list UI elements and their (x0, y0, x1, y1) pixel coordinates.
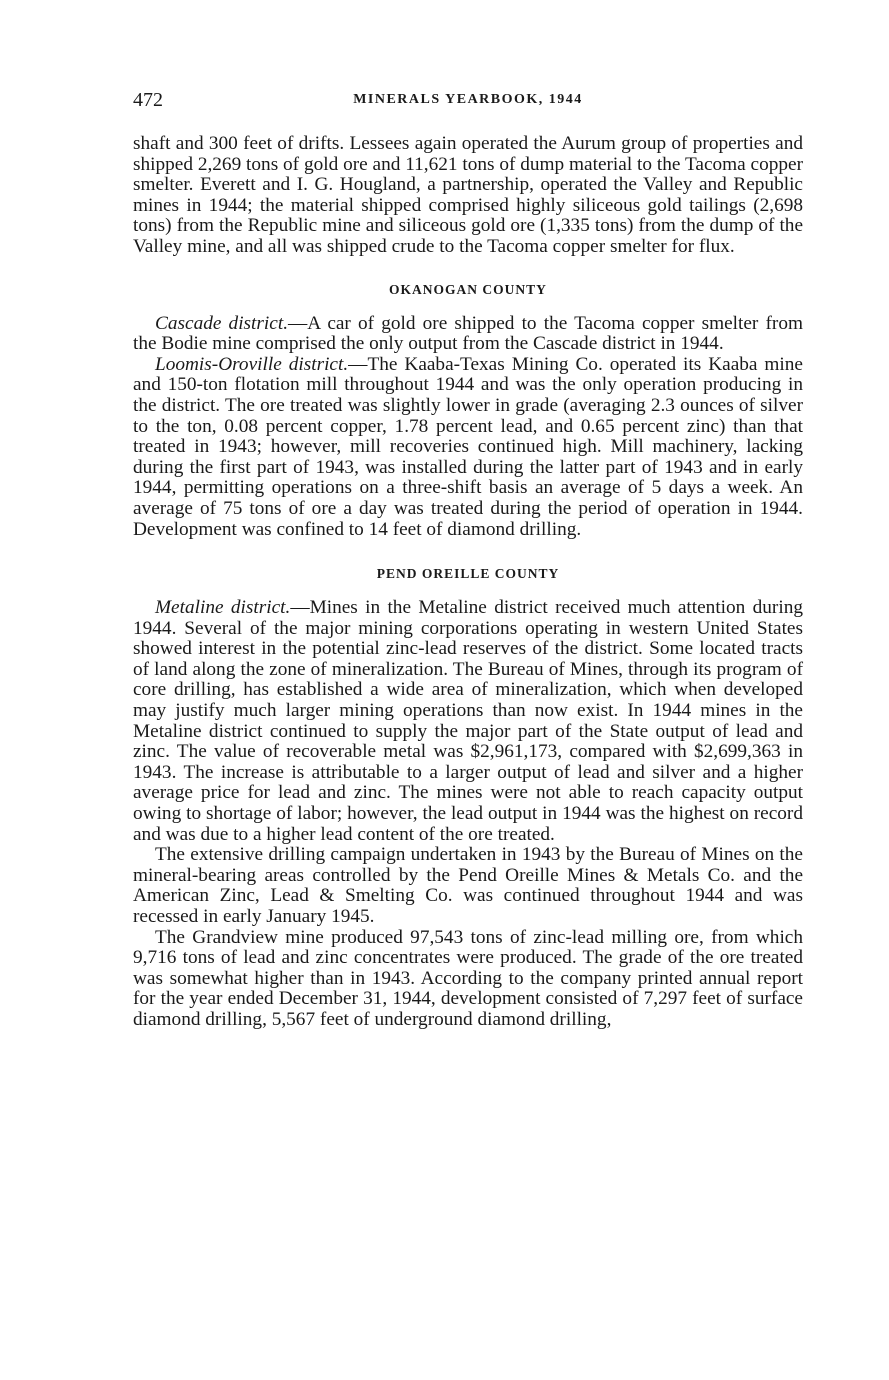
page-number: 472 (133, 89, 163, 111)
okanogan-county-heading: OKANOGAN COUNTY (389, 281, 547, 297)
loomis-oroville-district-name: Loomis-Oroville district. (155, 353, 349, 375)
loomis-oroville-district-text: —The Kaaba-Texas Mining Co. operated its Kaaba mine and 150-ton flotation mill throughout 1944 and was the only operation producing in the district. The ore treated was slightly lower in grade (averaging 2.3 ounces of silver to the ton, 0.08 percent copper, 1.78 percent lead, and 0.65 percent zinc) than that treated in 1943; however, mill recoveries continued high. Mill machinery, lacking during the first part of 1943, was installed during the latter part of 1943 and in early 1944, permitting operations on a three-shift basis an average of 5 days a week. An average of 75 tons of ore a day was treated during the period of operation in 1944. Development was confined to 14 feet of diamond drilling. (133, 353, 803, 540)
document-page (133, 86, 803, 1031)
running-header (133, 86, 803, 114)
pend-oreille-county-heading: PEND OREILLE COUNTY (376, 566, 560, 582)
drilling-campaign-paragraph: The extensive drilling campaign undertaken in 1943 by the Bureau of Mines on the mineral-bearing areas controlled by the Pend Oreille Mines & Metals Co. and the American Zinc, Lead & Smelting Co. was continued throughout 1944 and was recessed in early January 1945. (133, 844, 803, 927)
grandview-mine-paragraph: The Grandview mine produced 97,543 tons of zinc-lead milling ore, from which 9,716 tons of lead and zinc concentrates were produced. The grade of the ore treated was somewhat higher than in 1943. According to the company printed annual report for the year ended December 31, 1944, development consisted of 7,297 feet of surface diamond drilling, 5,567 feet of underground diamond drilling, (133, 926, 803, 1030)
cascade-district-paragraph (133, 314, 803, 355)
running-title: MINERALS YEARBOOK, 1944 (353, 92, 583, 107)
cascade-district-text: —A car of gold ore shipped to the Tacoma copper smelter from the Bodie mine comprised the only output from the Cascade district in 1944. (133, 312, 803, 355)
metaline-district-paragraph (133, 598, 803, 845)
loomis-oroville-district-paragraph (133, 355, 803, 540)
metaline-district-name: Metaline district. (155, 597, 291, 619)
cascade-district-name: Cascade district. (155, 312, 289, 334)
body-text (133, 134, 803, 1031)
intro-paragraph: shaft and 300 feet of drifts. Lessees again operated the Aurum group of properties and shipped 2,269 tons of gold ore and 11,621 tons of dump material to the Tacoma copper smelter. Everett and I. G. Hougland, a partnership, operated the Valley and Republic mines in 1944; the material shipped comprised highly siliceous gold tailings (2,698 tons) from the Republic mine and siliceous gold ore (1,335 tons) from the dump of the Valley mine, and all was shipped crude to the Tacoma copper smelter for flux. (133, 133, 803, 257)
metaline-district-text: —Mines in the Metaline district received much attention during 1944. Several of the major mining corporations operating in western United States showed interest in the potential zinc-lead reserves of the district. Some located tracts of land along the zone of mineralization. The Bureau of Mines, through its program of core drilling, has established a wide area of mineralization, which when developed may justify much larger mining operations than now exist. In 1944 mines in the Metaline district continued to supply the major part of the State output of lead and zinc. The value of recoverable metal was $2,961,173, compared with $2,699,363 in 1943. The increase is attributable to a larger output of lead and silver and a higher average price for lead and zinc. The mines were not able to reach capacity output owing to shortage of labor; however, the lead output in 1944 was the highest on record and was due to a higher lead content of the ore treated. (133, 597, 803, 845)
